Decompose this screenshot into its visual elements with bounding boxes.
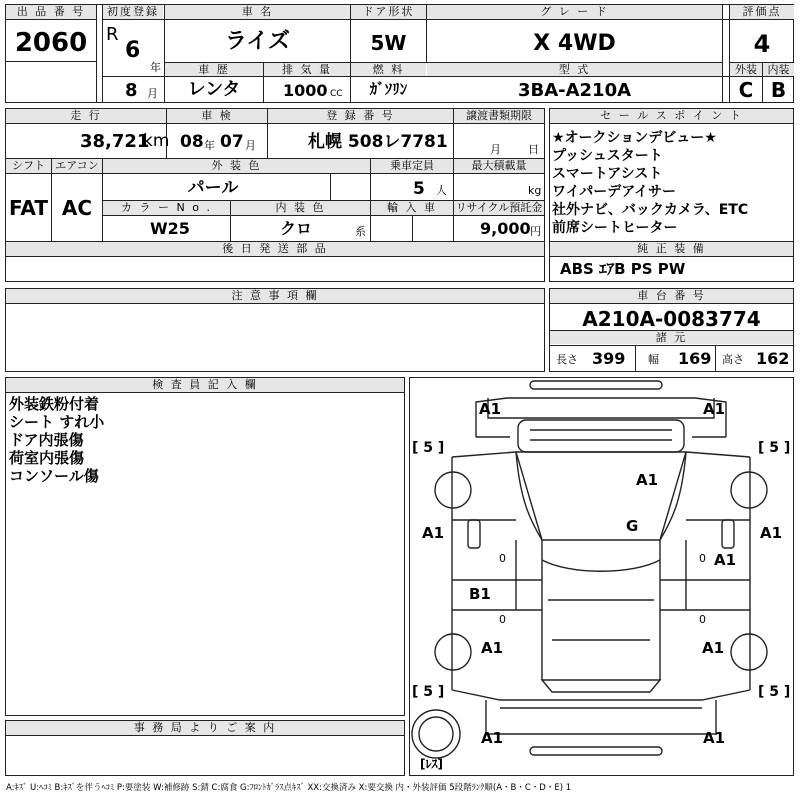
recycle-unit: 円 (530, 225, 541, 238)
displacement-label: 排 気 量 (264, 63, 350, 76)
spare-tire: [ﾚｽ] (420, 757, 443, 771)
sales-label: セ ー ル ス ポ イ ン ト (550, 109, 793, 123)
ac-label: エアコン (52, 159, 102, 173)
sales-point: スマートアシスト (552, 166, 663, 182)
length-label: 長さ (556, 353, 578, 366)
tire-tread-fr: [ 5 ] (758, 440, 791, 456)
inspector-note: コンソール傷 (9, 467, 99, 485)
era: R (106, 24, 119, 45)
lot-number: 2060 (14, 28, 88, 58)
inspector-note: 荷室内張傷 (9, 449, 85, 467)
damage-mark: G (626, 517, 639, 535)
door-zero: 0 (699, 613, 706, 626)
history-label: 車 歴 (165, 63, 263, 76)
overall-score: 4 (753, 30, 771, 58)
model-code: 3BA-A210A (517, 80, 632, 101)
color-no-label: カ ラ ー N o . (103, 201, 230, 215)
damage-mark: A1 (703, 400, 726, 418)
inspection-year: 08 (180, 132, 204, 152)
first-reg-year: 6 (125, 38, 141, 63)
chassis-label: 車 台 番 号 (550, 289, 793, 303)
shift-label: シフト (6, 159, 51, 173)
damage-mark: A1 (481, 729, 504, 747)
tire-tread-rl: [ 5 ] (412, 684, 445, 700)
door-zero: 0 (699, 552, 706, 565)
height-label: 高さ (722, 353, 744, 366)
inspector-note: ドア内張傷 (9, 431, 84, 449)
damage-mark: A1 (481, 639, 504, 657)
legend: A:ｷｽﾞ U:ﾍｺﾐ B:ｷｽﾞを伴うﾍｺﾐ P:要塗装 W:補修跡 S:錆 C:腐食 G:ﾌﾛﾝﾄｶﾞﾗｽ点ｷｽﾞ XX:交換済み X:要交換 内・外装評価 5段階ﾗﾝｸ順(A・B・C・D・E) 1 (6, 783, 572, 793)
capacity-label: 乗車定員 (371, 159, 453, 173)
capacity-unit: 人 (436, 184, 447, 197)
import-label: 輸 入 車 (371, 201, 453, 215)
car-damage-diagram (409, 377, 794, 776)
sales-point: ★オークションデビュー★ (552, 130, 717, 146)
mileage: 38,721 (80, 131, 150, 152)
tire-tread-fl: [ 5 ] (412, 440, 445, 456)
damage-mark: A1 (714, 551, 737, 569)
door-label: ドア形状 (351, 5, 426, 19)
body-color: パール (187, 178, 239, 198)
ext-grade-label: 外装 (730, 63, 762, 76)
first-reg-label: 初度登録 (103, 5, 163, 19)
damage-mark: B1 (469, 585, 491, 603)
air-conditioner: AC (61, 196, 93, 220)
notes-label: 注 意 事 項 欄 (6, 289, 544, 303)
load-label: 最大積載量 (454, 159, 544, 173)
inspector-note: 外装鉄粉付着 (9, 395, 100, 413)
damage-mark: A1 (479, 400, 502, 418)
score-label: 評価点 (730, 5, 794, 19)
fuel-label: 燃 料 (351, 63, 426, 76)
year-unit: 年 (150, 61, 161, 74)
sales-point: 社外ナビ、バックカメラ、ETC (552, 202, 749, 218)
recycle-label: リサイクル預託金 (455, 201, 543, 214)
inspector-note: シート すれ小 (9, 413, 105, 431)
sales-list (552, 129, 748, 237)
color-label: 外 装 色 (103, 159, 370, 173)
sales-point: 前席シートヒーター (552, 220, 678, 236)
height: 162 (756, 349, 790, 368)
equipment: ABS ｴｱB PS PW (560, 260, 686, 278)
reg-number: 札幌 508レ7781 (308, 132, 448, 152)
inspection-month: 07 (220, 132, 244, 152)
first-reg-month: 8 (125, 80, 138, 101)
name-label: 車 名 (165, 5, 350, 19)
sales-point: プッシュスタート (552, 148, 663, 164)
chassis-number: A210A-0083774 (582, 307, 761, 331)
interior-grade: B (770, 78, 787, 102)
car-history: レンタ (187, 79, 241, 100)
model-label: 型 式 (427, 63, 722, 76)
month-unit: 月 (147, 87, 158, 100)
damage-mark: A1 (703, 729, 726, 747)
equipment-label: 純 正 装 備 (550, 242, 793, 256)
damage-mark: A1 (702, 639, 725, 657)
door-type: 5W (370, 31, 407, 55)
inspection-label: 車 検 (167, 109, 267, 123)
recycle-fee: 9,000 (480, 219, 531, 238)
transfer-day-unit: 日 (528, 143, 539, 156)
later-parts-label: 後 日 発 送 部 品 (6, 242, 544, 256)
interior-color: クロ (280, 219, 313, 238)
mileage-unit: km (143, 131, 170, 151)
int-grade-label: 内装 (763, 63, 794, 76)
insp-month-unit: 月 (245, 139, 256, 152)
displacement: 1000 (283, 81, 328, 100)
grade: X 4WD (533, 31, 616, 56)
damage-mark: A1 (760, 524, 783, 542)
damage-mark: A1 (636, 471, 659, 489)
sales-point: ワイパーデアイサー (552, 184, 677, 200)
door-zero: 0 (499, 552, 506, 565)
load-unit: kg (528, 184, 542, 197)
interior-color-label: 内 装 色 (231, 201, 370, 215)
reg-label: 登 録 番 号 (268, 109, 453, 123)
insp-year-unit: 年 (204, 139, 215, 152)
damage-mark: A1 (422, 524, 445, 542)
capacity: 5 (413, 179, 425, 199)
grade-label: グ レ ー ド (427, 5, 722, 19)
width-label: 幅 (648, 353, 659, 366)
transfer-month-unit: 月 (490, 143, 501, 156)
lot-label: 出 品 番 号 (6, 5, 96, 19)
exterior-grade: C (738, 78, 754, 102)
interior-color-unit: 系 (355, 225, 366, 238)
transfer-label: 譲渡書類期限 (454, 109, 544, 123)
length: 399 (592, 349, 626, 368)
shift: FAT (9, 196, 48, 220)
color-number: W25 (150, 219, 190, 238)
office-label: 事 務 局 よ り ご 案 内 (6, 721, 404, 735)
inspector-notes (9, 395, 104, 485)
car-name: ライズ (224, 29, 291, 54)
mileage-label: 走 行 (6, 109, 166, 123)
dims-label: 諸 元 (550, 331, 793, 344)
fuel: ｶﾞｿﾘﾝ (369, 80, 408, 98)
door-zero: 0 (499, 613, 506, 626)
displacement-unit: CC (330, 89, 343, 99)
tire-tread-rr: [ 5 ] (758, 684, 791, 700)
width: 169 (678, 349, 712, 368)
inspector-label: 検 査 員 記 入 欄 (6, 378, 404, 392)
